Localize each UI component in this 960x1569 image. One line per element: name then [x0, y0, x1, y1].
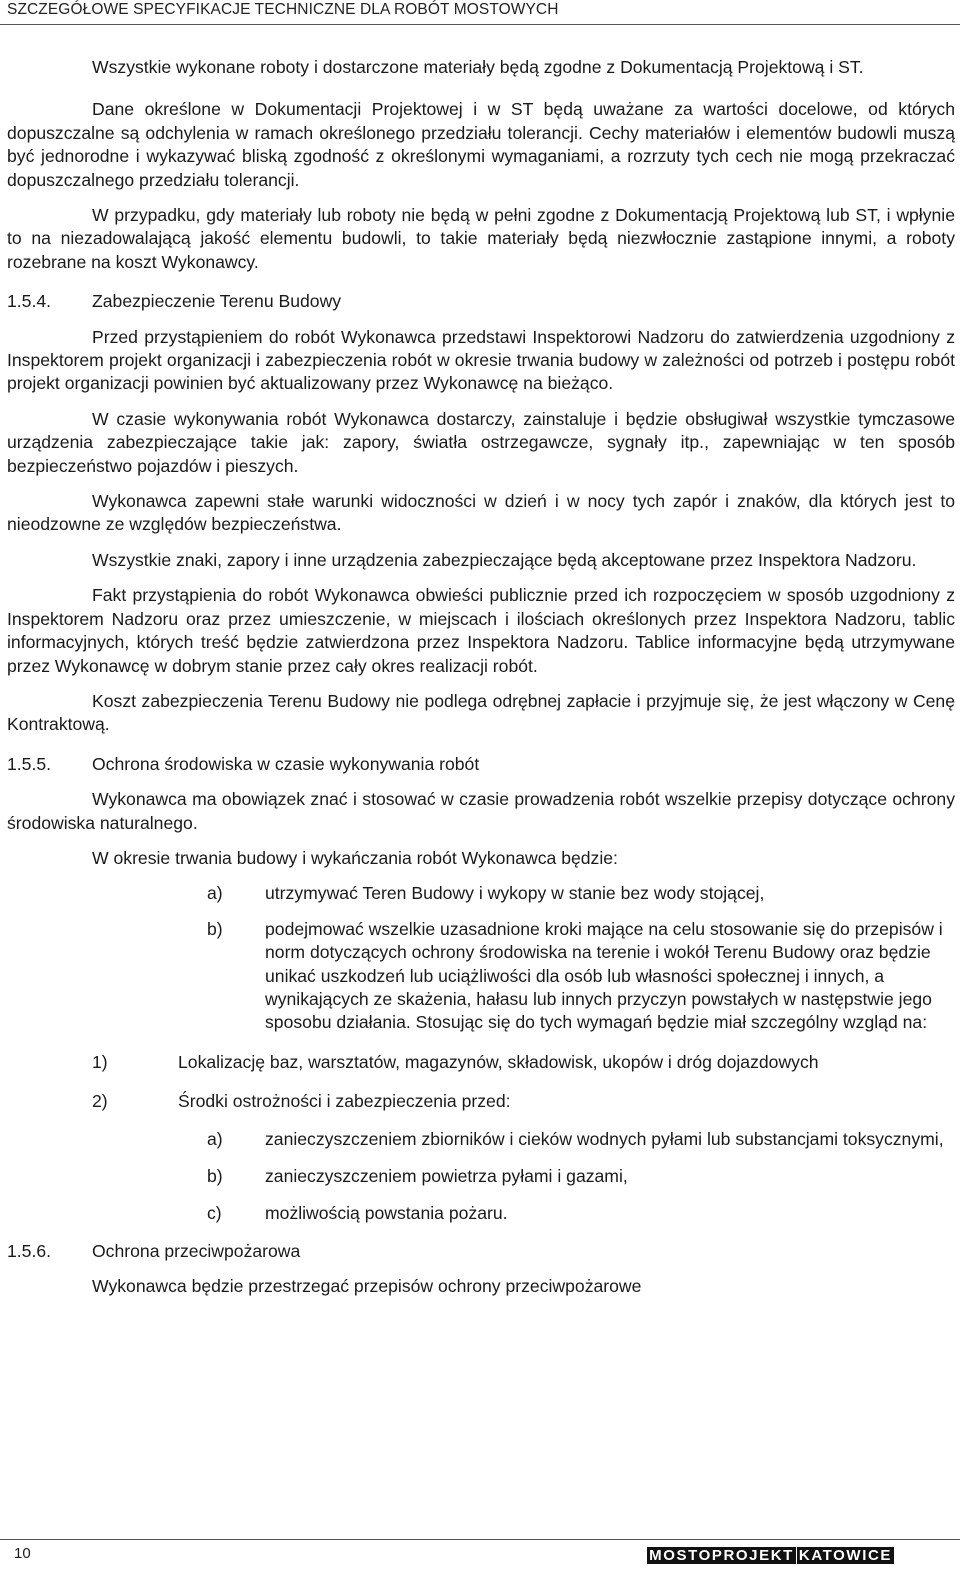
list-text: zanieczyszczeniem powietrza pyłami i gazami,: [265, 1166, 628, 1186]
section-title: Zabezpieczenie Terenu Budowy: [92, 291, 342, 312]
paragraph: W okresie trwania budowy i wykańczania robót Wykonawca będzie:: [92, 847, 618, 868]
list-marker: c): [207, 1203, 222, 1224]
list-item: [7, 918, 955, 1035]
list-text: Lokalizację baz, warsztatów, magazynów, składowisk, ukopów i dróg dojazdowych: [178, 1051, 819, 1072]
section-title: Ochrona środowiska w czasie wykonywania robót: [92, 753, 480, 774]
section-number: 1.5.5.: [7, 753, 52, 774]
footer-divider: [0, 1539, 960, 1540]
document-header: SZCZEGÓŁOWE SPECYFIKACJE TECHNICZNE DLA ROBÓT MOSTOWYCH: [7, 1, 559, 18]
paragraph: Wykonawca ma obowiązek znać i stosować w czasie prowadzenia robót wszelkie przepisy dotyczące ochrony środowiska naturalnego.: [7, 789, 955, 833]
header-divider: [0, 24, 960, 25]
paragraph: Wszystkie znaki, zapory i inne urządzenia zabezpieczające będą akceptowane przez Inspektora Nadzoru.: [92, 549, 917, 570]
list-marker: b): [207, 918, 223, 939]
list-text: zanieczyszczeniem zbiorników i cieków wodnych pyłami lub substancjami toksycznymi,: [265, 1128, 944, 1149]
list-marker: a): [207, 1128, 223, 1149]
section-heading-156: [7, 1240, 955, 1263]
list-marker: b): [207, 1166, 223, 1186]
section-heading-154: [7, 290, 955, 313]
paragraph: Fakt przystąpienia do robót Wykonawca obwieści publicznie przed ich rozpoczęciem w sposób uzgodniony z Inspektorem Nadzoru oraz przez umieszczenie, w miejscach i ilościach określonych przez Inspektora Nadzoru, tablic informacyjnych, których treść będzie zatwierdzona przez Inspektora Nadzoru. Tablice informacyjne będą utrzymywane przez Wykonawcę w dobrym stanie przez cały okres realizacji robót.: [7, 585, 955, 676]
paragraph: Wszystkie wykonane roboty i dostarczone materiały będą zgodne z Dokumentacją Projektową i ST.: [92, 57, 864, 77]
section-number: 1.5.6.: [7, 1240, 52, 1261]
list-item: [7, 882, 955, 905]
paragraph: W czasie wykonywania robót Wykonawca dostarczy, zainstaluje i będzie obsługiwał wszystkie tymczasowe urządzenia zabezpieczające takie jak: zapory, światła ostrzegawcze, sygnały itp., zapewniając w ten sposób bezpieczeństwo pojazdów i pieszych.: [7, 408, 955, 476]
list-text: Środki ostrożności i zabezpieczenia przed:: [178, 1091, 511, 1112]
list-item: [7, 1051, 955, 1074]
section-heading-155: [7, 753, 955, 776]
company-logo: [647, 1547, 894, 1564]
section-title: Ochrona przeciwpożarowa: [92, 1240, 301, 1261]
document-body: [7, 56, 955, 1299]
paragraph: Dane określone w Dokumentacji Projektowej i w ST będą uważane za wartości docelowe, od których dopuszczalne są odchylenia w ramach określonego przedziału tolerancji. Cechy materiałów i elementów budowli muszą być jednorodne i wykazywać bliską zgodność z określonymi wymaganiami, a rozrzuty tych cech nie mogą przekraczać dopuszczalnego przedziału tolerancji.: [7, 99, 955, 190]
list-marker: a): [207, 883, 223, 904]
page-number: 10: [14, 1545, 31, 1562]
logo-word: MOSTOPROJEKT: [649, 1547, 794, 1564]
paragraph: Koszt zabezpieczenia Terenu Budowy nie podlega odrębnej zapłacie i przyjmuje się, że jest włączony w Cenę Kontraktową.: [7, 690, 955, 735]
list-marker: 2): [92, 1091, 108, 1112]
list-text: podejmować wszelkie uzasadnione kroki mające na celu stosowanie się do przepisów i norm dotyczących ochrony środowiska na terenie i wokół Terenu Budowy oraz będzie unikać uszkodzeń lub uciążliwości dla osób lub własności społecznej i innych, a wynikających ze skażenia, hałasu lub innych przyczyn powstałych w następstwie jego sposobu działania. Stosując się do tych wymagań będzie miał szczególny wzgląd na:: [265, 918, 943, 1033]
list-marker: 1): [92, 1051, 108, 1072]
paragraph: W przypadku, gdy materiały lub roboty nie będą w pełni zgodne z Dokumentacją Projektową lub ST, i wpłynie to na niezadowalającą jakość elementu budowli, to takie materiały będą niezwłocznie zastąpione innymi, a roboty rozebrane na koszt Wykonawcy.: [7, 205, 955, 272]
section-number: 1.5.4.: [7, 291, 52, 312]
list-item: [7, 1202, 955, 1225]
paragraph: Przed przystąpieniem do robót Wykonawca przedstawi Inspektorowi Nadzoru do zatwierdzenia uzgodniony z Inspektorem projekt organizacji i zabezpieczenia robót w okresie trwania budowy w zależności od potrzeb i postępu robót projekt organizacji powinien być aktualizowany przez Wykonawcę na bieżąco.: [7, 326, 955, 394]
list-item: [7, 1128, 955, 1151]
list-item: [7, 1090, 955, 1113]
paragraph: Wykonawca zapewni stałe warunki widoczności w dzień i w nocy tych zapór i znaków, dla których jest to nieodzowne ze względów bezpieczeństwa.: [7, 491, 955, 535]
list-item: [7, 1165, 955, 1188]
logo-word: KATOWICE: [798, 1547, 892, 1564]
list-text: możliwością powstania pożaru.: [265, 1203, 508, 1224]
list-text: utrzymywać Teren Budowy i wykopy w stanie bez wody stojącej,: [265, 883, 765, 904]
paragraph: Wykonawca będzie przestrzegać przepisów ochrony przeciwpożarowe: [92, 1276, 642, 1297]
